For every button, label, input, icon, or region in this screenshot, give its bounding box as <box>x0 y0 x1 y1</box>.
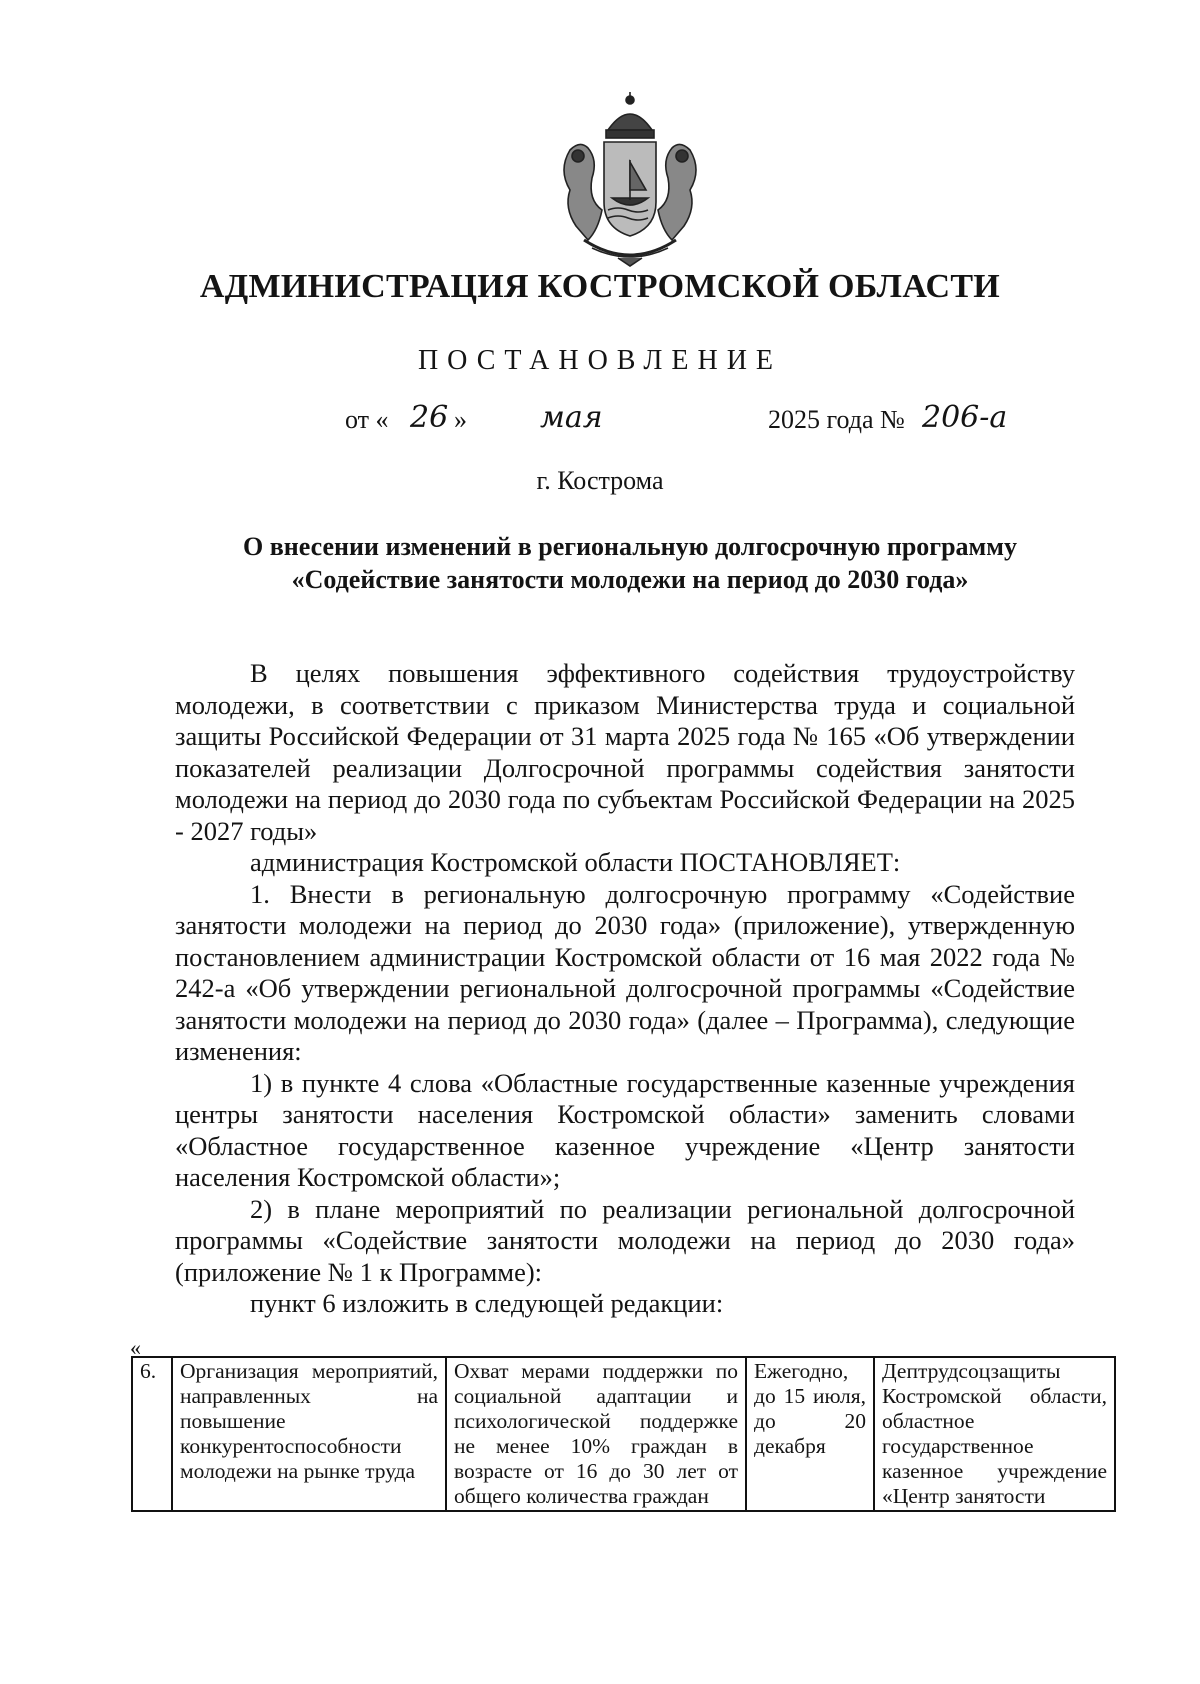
date-day: 26 <box>410 400 449 435</box>
cell-responsible: Дептрудсоцзащиты Костромской области, областное государственное казенное учреждение «Центр занятости <box>874 1357 1115 1511</box>
plan-table <box>131 1356 1116 1512</box>
opening-quote: « <box>130 1335 141 1360</box>
paragraph-preamble: В целях повышения эффективного содействия трудоустройству молодежи, в соответствии с приказом Министерства труда и социальной защиты Российской Федерации от 31 марта 2025 года № 165 «Об утверждении показателей реализации Долгосрочной программы содействия занятости молодежи на период до 2030 года по субъектам Российской Федерации на 2025 - 2027 годы» <box>175 658 1075 846</box>
cell-deadline: Ежегодно, до 15 июля, до 20 декабря <box>746 1357 874 1511</box>
document-number: 206-а <box>922 400 1008 435</box>
document-type: ПОСТАНОВЛЕНИЕ <box>417 345 783 376</box>
paragraph-subitem-1: 1) в пункте 4 слова «Областные государственные казенные учреждения центры занятости населения Костромской области» заменить словами «Областное государственное казенное учреждение «Центр занятости населения Костромской области»; <box>175 1067 1075 1192</box>
date-day-suffix: » <box>454 405 467 434</box>
cell-number: 6. <box>132 1357 172 1511</box>
city: г. Кострома <box>536 466 664 495</box>
document-body <box>175 658 1075 1320</box>
date-prefix: от « <box>345 405 389 434</box>
document-title <box>180 530 1080 596</box>
paragraph-point-6: пункт 6 изложить в следующей редакции: <box>250 1288 724 1318</box>
date-year: 2025 года № <box>768 405 905 434</box>
title-line-1: О внесении изменений в региональную долгосрочную программу <box>243 532 1017 561</box>
cell-activity: Организация мероприятий, направленных на повышение конкурентоспособности молодежи на рынке труда <box>172 1357 446 1511</box>
paragraph-item-1: 1. Внести в региональную долгосрочную программу «Содействие занятости молодежи на период до 2030 года» (приложение), утвержденную постановлением администрации Костромской области от 16 мая 2022 года № 242-а «Об утверждении региональной долгосрочной программы «Содействие занятости молодежи на период до 2030 года» (далее – Программа), следующие изменения: <box>175 878 1075 1066</box>
title-line-2: «Содействие занятости молодежи на период до 2030 года» <box>291 565 969 594</box>
table-row <box>132 1357 1115 1511</box>
organization-heading: АДМИНИСТРАЦИЯ КОСТРОМСКОЙ ОБЛАСТИ <box>199 268 1001 305</box>
paragraph-subitem-2: 2) в плане мероприятий по реализации региональной долгосрочной программы «Содействие занятости молодежи на период до 2030 года» (приложение № 1 к Программе): <box>175 1193 1075 1287</box>
cell-indicator: Охват мерами поддержки по социальной адаптации и психологической поддержке не менее 10% граждан в возрасте от 16 до 30 лет от общего количества граждан <box>446 1357 746 1511</box>
paragraph-resolves: администрация Костромской области ПОСТАНОВЛЯЕТ: <box>250 847 901 877</box>
coat-of-arms-emblem <box>548 90 712 272</box>
date-month: мая <box>540 400 603 435</box>
